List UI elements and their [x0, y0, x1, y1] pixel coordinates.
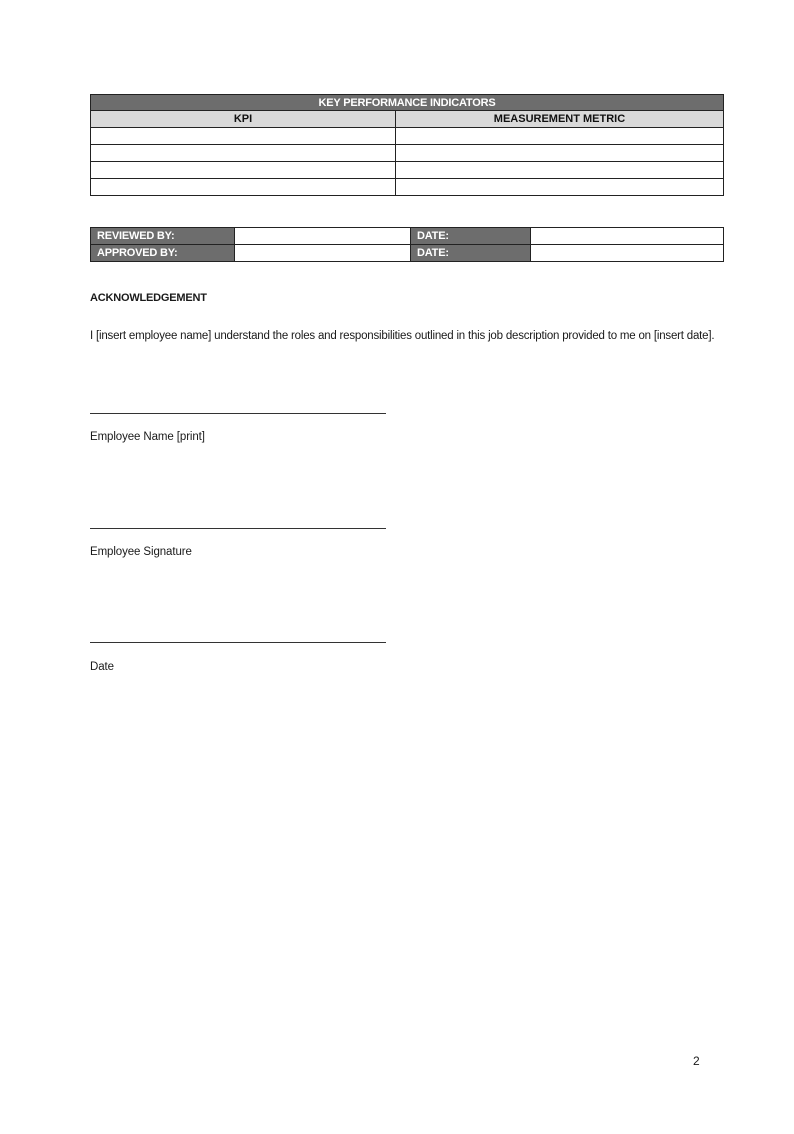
reviewed-date-label: DATE:	[411, 228, 531, 245]
kpi-table	[90, 94, 724, 196]
date-line[interactable]	[90, 642, 386, 643]
approved-date-label: DATE:	[411, 245, 531, 262]
acknowledgement-text: I [insert employee name] understand the roles and responsibilities outlined in this job description provided to me on [insert date].	[90, 330, 715, 342]
kpi-cell[interactable]	[91, 145, 396, 162]
table-row	[91, 179, 724, 196]
metric-cell[interactable]	[396, 128, 724, 145]
reviewed-by-label: REVIEWED BY:	[91, 228, 235, 245]
kpi-cell[interactable]	[91, 162, 396, 179]
approved-by-field[interactable]	[235, 245, 411, 262]
measurement-metric-column-header: MEASUREMENT METRIC	[396, 111, 724, 128]
reviewed-date-field[interactable]	[531, 228, 724, 245]
metric-cell[interactable]	[396, 145, 724, 162]
employee-name-line[interactable]	[90, 413, 386, 414]
kpi-table-title: KEY PERFORMANCE INDICATORS	[91, 95, 724, 111]
approved-row	[91, 245, 724, 262]
employee-signature-line[interactable]	[90, 528, 386, 529]
date-label: Date	[90, 661, 114, 673]
page-number: 2	[693, 1054, 700, 1068]
acknowledgement-heading: ACKNOWLEDGEMENT	[90, 292, 207, 304]
metric-cell[interactable]	[396, 162, 724, 179]
kpi-title-row	[91, 95, 724, 111]
review-approval-table	[90, 227, 724, 262]
employee-signature-label: Employee Signature	[90, 546, 192, 558]
kpi-header-row	[91, 111, 724, 128]
reviewed-by-field[interactable]	[235, 228, 411, 245]
approved-by-label: APPROVED BY:	[91, 245, 235, 262]
table-row	[91, 145, 724, 162]
kpi-column-header: KPI	[91, 111, 396, 128]
employee-name-label: Employee Name [print]	[90, 431, 205, 443]
approved-date-field[interactable]	[531, 245, 724, 262]
reviewed-row	[91, 228, 724, 245]
kpi-cell[interactable]	[91, 128, 396, 145]
metric-cell[interactable]	[396, 179, 724, 196]
table-row	[91, 128, 724, 145]
kpi-cell[interactable]	[91, 179, 396, 196]
table-row	[91, 162, 724, 179]
